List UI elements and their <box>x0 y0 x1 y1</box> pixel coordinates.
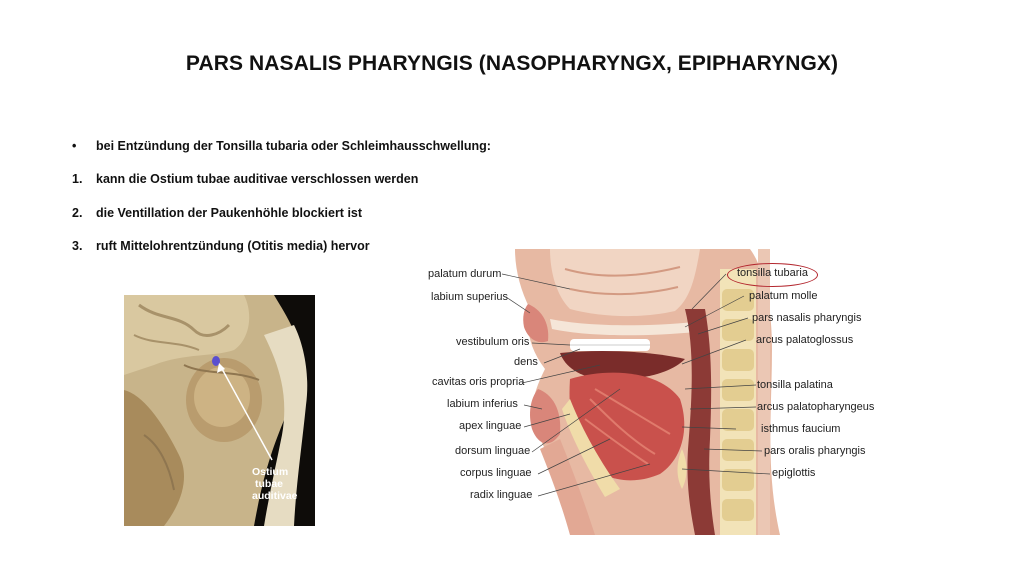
caption-line: tubae <box>255 478 284 490</box>
list-text: ruft Mittelohrentzündung (Otitis media) hervor <box>96 239 370 253</box>
label-tonsilla-palatina: tonsilla palatina <box>757 379 833 391</box>
label-dens: dens <box>514 356 538 368</box>
label-corpus-linguae: corpus linguae <box>460 467 532 479</box>
label-dorsum-linguae: dorsum linguae <box>455 445 531 457</box>
label-tonsilla-tubaria: tonsilla tubaria <box>737 267 808 279</box>
list-marker: 2. <box>72 206 83 220</box>
label-radix-linguae: radix linguae <box>470 489 533 501</box>
list-text: bei Entzündung der Tonsilla tubaria oder Schleimhausschwellung: <box>96 139 491 153</box>
label-cavitas-oris-propria: cavitas oris propria <box>432 376 525 388</box>
list-marker: • <box>72 139 77 153</box>
label-vestibulum-oris: vestibulum oris <box>456 336 530 348</box>
label-apex-linguae: apex linguae <box>459 420 522 432</box>
label-labium-superius: labium superius <box>431 291 509 303</box>
list-text: kann die Ostium tubae auditivae verschlossen werden <box>96 172 419 186</box>
label-isthmus-faucium: isthmus faucium <box>761 423 841 435</box>
label-pars-nasalis-pharyngis: pars nasalis pharyngis <box>752 312 862 324</box>
label-arcus-palatopharyngeus: arcus palatopharyngeus <box>757 401 875 413</box>
label-pars-oralis-pharyngis: pars oralis pharyngis <box>764 445 866 457</box>
label-epiglottis: epiglottis <box>772 467 816 479</box>
label-arcus-palatoglossus: arcus palatoglossus <box>756 334 854 346</box>
label-labium-inferius: labium inferius <box>447 398 518 410</box>
list-text: die Ventillation der Paukenhöhle blockiert ist <box>96 206 363 220</box>
slide-title: PARS NASALIS PHARYNGIS (NASOPHARYNGX, EPIPHARYNGX) <box>185 52 839 75</box>
label-palatum-molle: palatum molle <box>749 290 818 302</box>
label-palatum-durum: palatum durum <box>428 268 502 280</box>
caption-line: auditivae <box>252 490 298 502</box>
list-marker: 1. <box>72 172 83 186</box>
caption-line: Ostium <box>252 466 289 478</box>
list-marker: 3. <box>72 239 83 253</box>
